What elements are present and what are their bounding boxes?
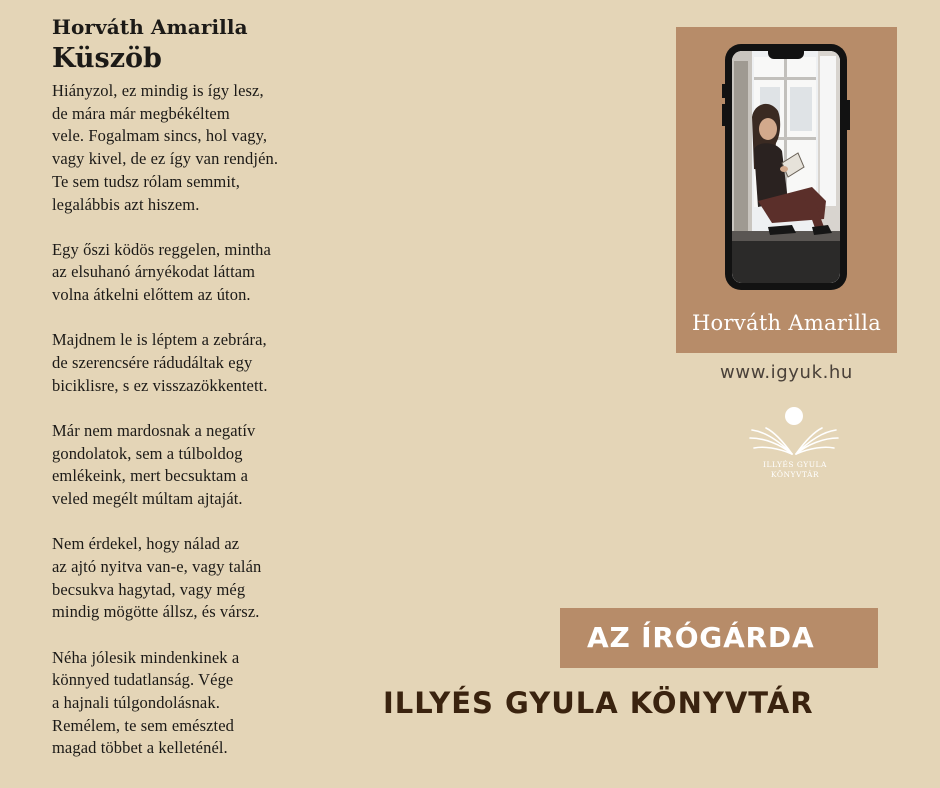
poem-line: vele. Fogalmam sincs, hol vagy, xyxy=(52,126,268,146)
poem-line: Hiányzol, ez mindig is így lesz, xyxy=(52,81,264,100)
poem-line: Néha jólesik mindenkinek a xyxy=(52,647,240,667)
poem-body xyxy=(52,80,352,760)
poem-line: Egy őszi ködös reggelen, mintha xyxy=(52,239,271,259)
poem-line: könnyed tudatlanság. Vége xyxy=(52,670,234,690)
logo-text-line1: ILLYÉS GYULA xyxy=(763,460,827,469)
poem-line: Te sem tudsz rólam semmit, xyxy=(52,171,240,191)
poem-line: az ajtó nyitva van-e, vagy talán xyxy=(52,556,262,576)
poem-line: Nem érdekel, hogy nálad az xyxy=(52,534,240,554)
poem-stanza xyxy=(52,533,352,624)
poem-line: de mára már megbékéltem xyxy=(52,103,230,123)
poem-line: gondolatok, sem a túlboldog xyxy=(52,443,243,463)
poem-line: a hajnali túlgondolásnak. xyxy=(52,692,220,712)
logo-text-line2: KÖNYVTÁR xyxy=(770,470,820,479)
poem-stanza xyxy=(52,239,352,307)
website-link[interactable]: www.igyuk.hu xyxy=(720,362,853,383)
phone-volume-up-button xyxy=(722,84,725,98)
poem-line: biciklisre, s ez visszazökkentett. xyxy=(52,375,268,395)
poem-stanza xyxy=(52,329,352,397)
poem-line: magad többet a kelleténél. xyxy=(52,738,228,758)
phone-volume-down-button xyxy=(722,104,725,126)
library-logo xyxy=(740,402,850,484)
photo-illustration xyxy=(732,51,840,283)
poem-line: az elsuhanó árnyékodat láttam xyxy=(52,262,256,282)
irogarda-banner xyxy=(560,608,878,668)
poem-line: Már nem mardosnak a negatív xyxy=(52,420,256,440)
poem-line: de szerencsére rádudáltak egy xyxy=(52,353,253,373)
open-book-sun-icon xyxy=(740,402,850,458)
poem-author: Horváth Amarilla xyxy=(52,15,248,39)
poem-line: veled megélt múltam ajtaját. xyxy=(52,489,243,509)
phone-notch xyxy=(768,51,804,59)
library-name: ILLYÉS GYULA KÖNYVTÁR xyxy=(383,686,814,720)
poem-stanza xyxy=(52,420,352,511)
poem-line: Majdnem le is léptem a zebrára, xyxy=(52,330,267,350)
poem-line: Remélem, te sem emészted xyxy=(52,715,234,735)
phone-mockup xyxy=(725,44,847,290)
banner-label: AZ ÍRÓGÁRDA xyxy=(587,621,815,654)
poem-line: volna átkelni előttem az úton. xyxy=(52,285,251,305)
poem-stanza xyxy=(52,647,352,761)
poem-title: Küszöb xyxy=(52,43,162,74)
poem-line: mindig mögötte állsz, és vársz. xyxy=(52,602,260,622)
poem-line: emlékeink, mert becsuktam a xyxy=(52,466,249,486)
poem-stanza xyxy=(52,80,352,216)
poem-line: legalábbis azt hiszem. xyxy=(52,194,200,214)
poem-column xyxy=(52,14,352,783)
author-card xyxy=(676,27,897,353)
phone-power-button xyxy=(847,100,850,130)
poem-line: becsukva hagytad, vagy még xyxy=(52,579,246,599)
author-photo xyxy=(732,51,840,283)
author-card-name: Horváth Amarilla xyxy=(691,311,882,335)
poem-line: vagy kivel, de ez így van rendjén. xyxy=(52,149,279,169)
